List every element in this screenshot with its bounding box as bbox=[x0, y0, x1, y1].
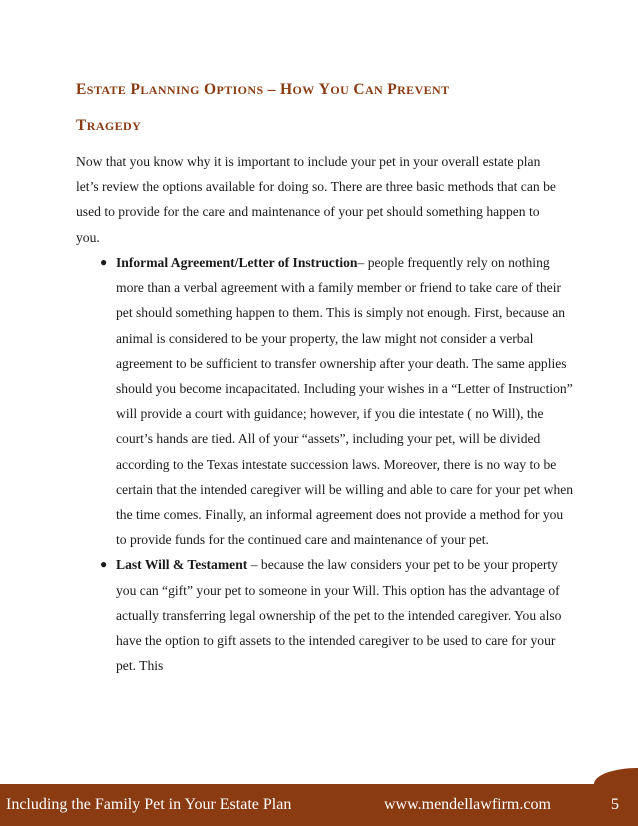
section-heading: ESTATE PLANNING OPTIONS – HOW YOU CAN PREVENT TRAGEDY bbox=[76, 81, 450, 134]
list-item-separator: – bbox=[357, 255, 368, 270]
list-item-separator: – bbox=[247, 557, 261, 573]
footer-title: Including the Family Pet in Your Estate Plan bbox=[6, 796, 292, 813]
bullet-icon: ● bbox=[100, 557, 108, 572]
footer-website: www.mendellawfirm.com bbox=[384, 796, 551, 813]
list-item-title: Last Will & Testament bbox=[116, 557, 248, 573]
list-item-text: because the law considers your pet to be your property you can “gift” your pet to someone in your Will. This option has the advantage of actually transferring legal ownership of the pet to the intended caregiver. You also have the option to gift assets to the intended caregiver to be used to care for your pet. This bbox=[116, 557, 562, 674]
page-number-tab bbox=[594, 768, 638, 784]
list-item bbox=[76, 552, 576, 678]
list-item bbox=[76, 250, 576, 552]
options-list bbox=[76, 250, 576, 678]
bullet-icon: ● bbox=[100, 255, 108, 269]
intro-paragraph: Now that you know why it is important to include your pet in your overall estate plan let’s review the options available for doing so. There are three basic methods that can be used to provide for the care and maintenance of your pet should something happen to you. bbox=[76, 154, 556, 245]
page-footer bbox=[0, 784, 638, 826]
list-item-title: Informal Agreement/Letter of Instruction bbox=[116, 255, 358, 270]
list-item-text: people frequently rely on nothing more than a verbal agreement with a family member or friend to take care of their pet should something happen to them. This is simply not enough. First, because an animal is considered to be your property, the law might not consider a verbal agreement to be sufficient to transfer ownership after your death. The same applies should you become incapacitated. Including your wishes in a “Letter of Instruction” will provide a court with guidance; however, if you die intestate ( no Will), the court’s hands are tied. All of your “assets”, including your pet, will be divided according to the Texas intestate succession laws. Moreover, there is no way to be certain that the intended caregiver will be willing and able to care for your pet when the time comes. Finally, an informal agreement does not provide a method for you to provide funds for the continued care and maintenance of your pet. bbox=[116, 255, 574, 548]
page-number: 5 bbox=[611, 796, 619, 813]
